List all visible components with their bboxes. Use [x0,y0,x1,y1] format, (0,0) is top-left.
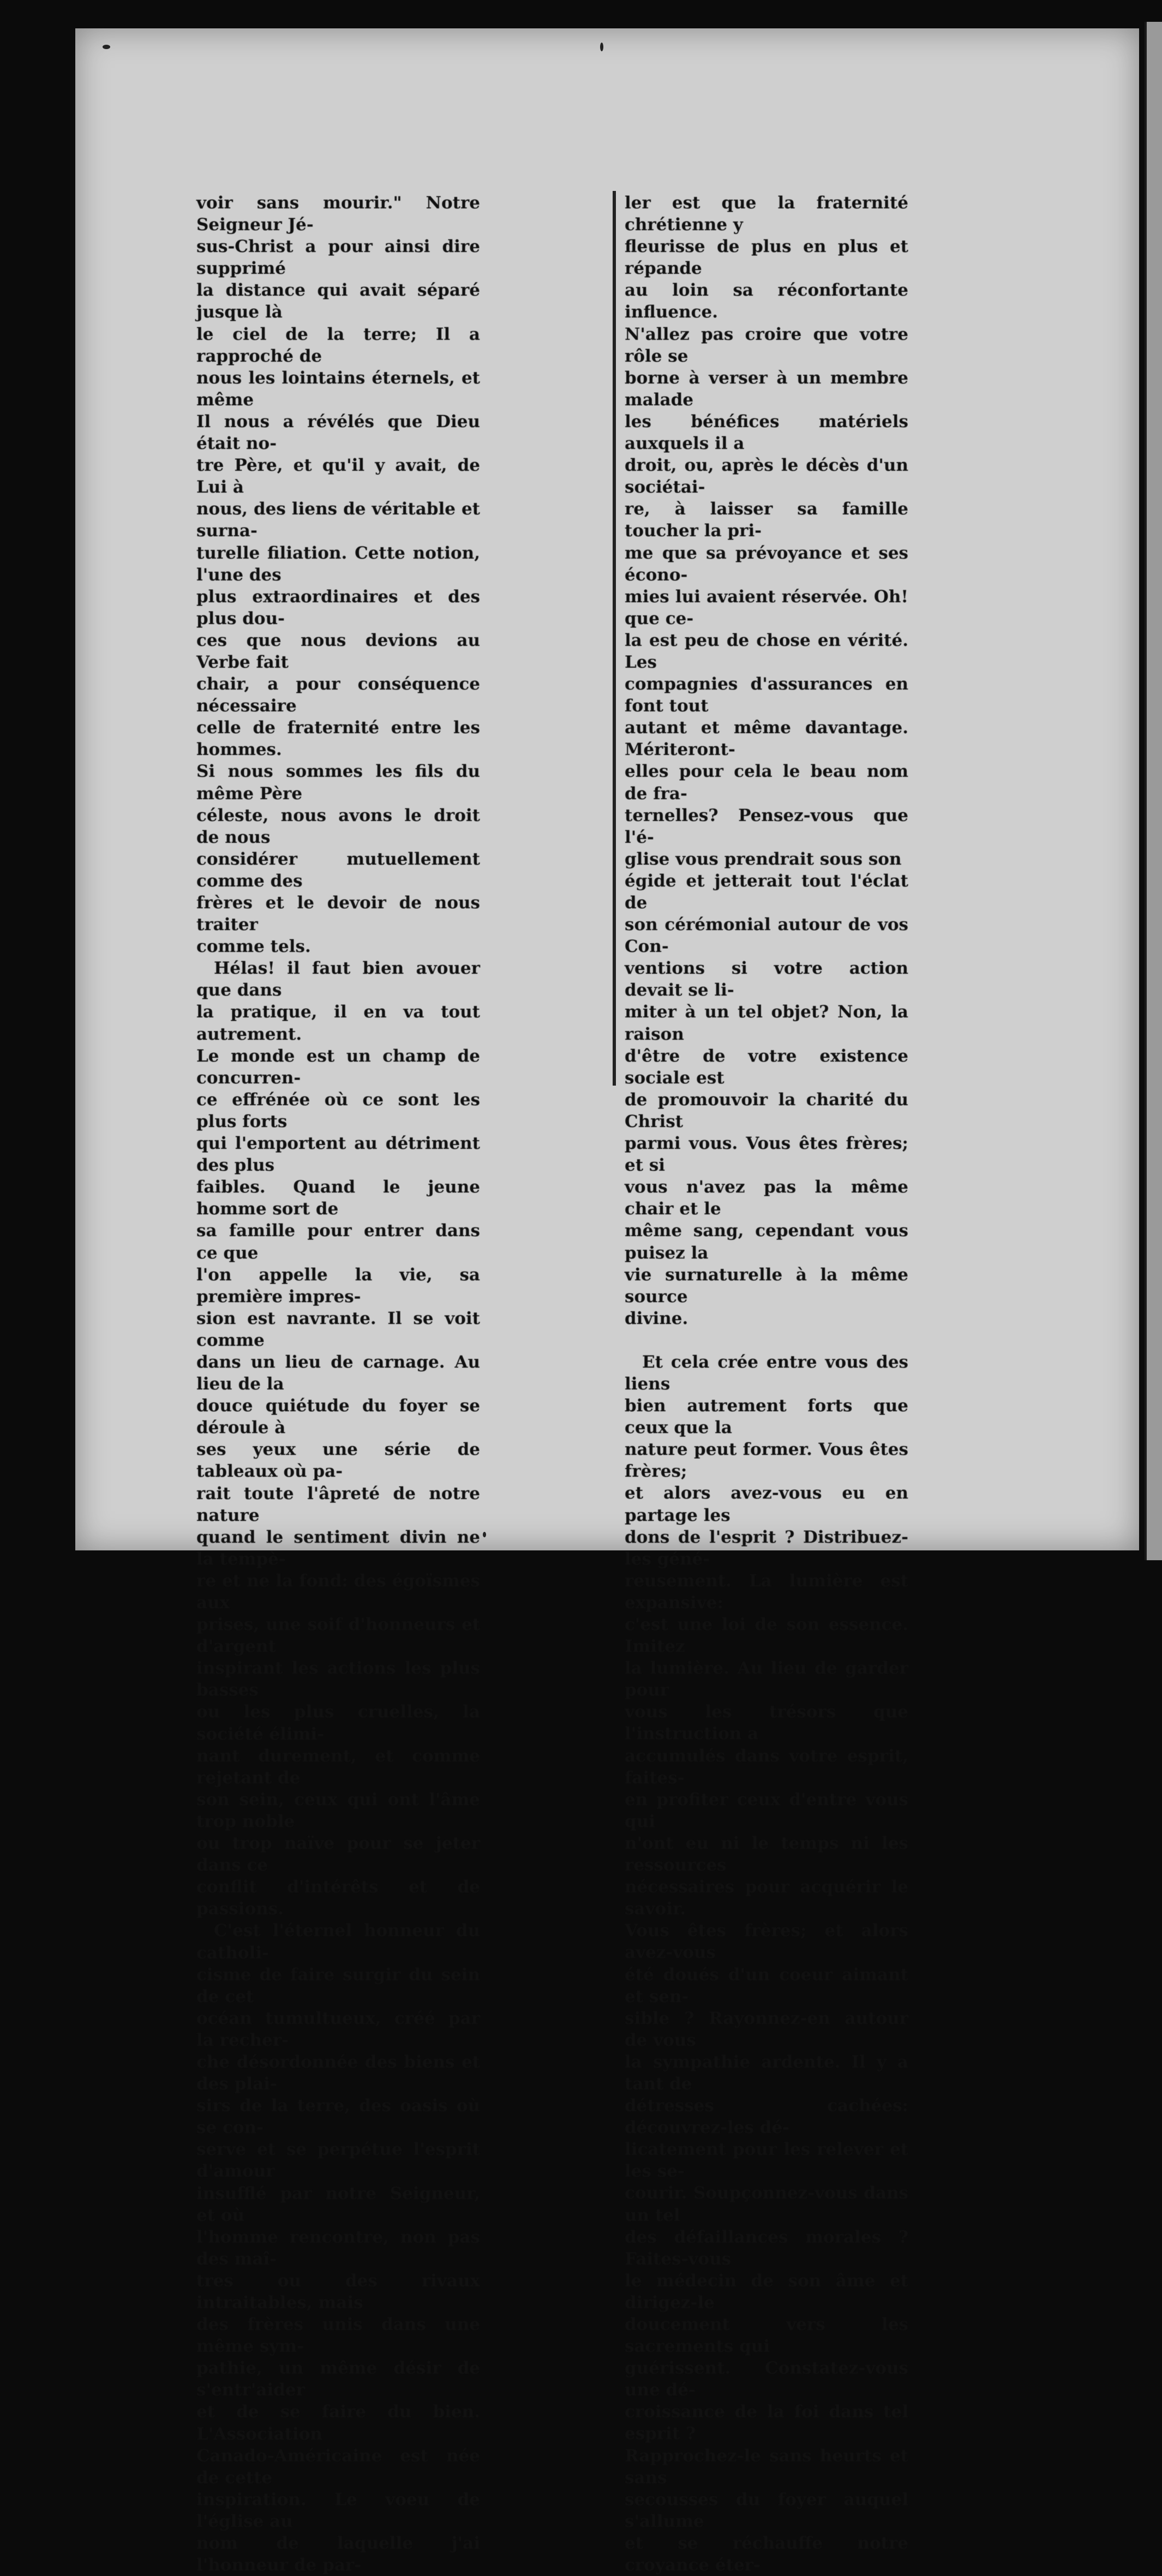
text-line: dons de l'esprit ? Distribuez-les géné- [625,1527,908,1569]
text-line: parmi vous. Vous êtes frères; et si [625,1134,908,1176]
text-line: chair, a pour conséquence nécessaire [196,674,480,716]
text-line: ternelles? Pensez-vous que l'é- [625,805,908,847]
scan-speck [103,45,110,49]
text-line: che désordonnée des biens et des plai- [196,2052,480,2094]
text-line: Si nous sommes les fils du même Père [196,762,480,804]
text-line: n'ont eu ni le temps ni les ressources [625,1833,908,1876]
text-line: nous, des liens de véritable et surna- [196,499,480,541]
text-line: Vous êtes frères; et alors avez-vous [625,1921,908,1963]
text-line: la distance qui avait séparé jusque là [196,280,480,322]
text-line: nom de laquelle j'ai l'honneur de par- [196,2533,480,2575]
text-line: licatement pour les relever et les se- [625,2140,908,2182]
text-line: nécessaires pour acquérir le savoir. [625,1877,908,1919]
text-line: courir. Soupçonnez-vous dans un tel [625,2183,908,2225]
text-line: tres ou des rivaux intraitables, mais [196,2271,480,2313]
text-line: des frères unis dans une même sym- [196,2315,480,2357]
page-edge-strip [1145,22,1162,1560]
text-line: considérer mutuellement comme des [196,849,480,891]
scan-speck [600,43,603,51]
text-line: compagnies d'assurances en font tout [625,674,908,716]
text-line: même sang, cependant vous puisez la [625,1221,908,1263]
text-line: prises, une soif d'honneurs et d'argent [196,1615,480,1657]
text-line: inspiration. Le voeu de l'église au [196,2489,480,2531]
text-line: re et ne la fond: des égoïsmes aux [196,1571,480,1613]
text-line: Hélas! il faut bien avouer que dans [196,958,480,1001]
text-line: borne à verser à un membre malade [625,368,908,410]
text-line: son sein, ceux qui ont l'âme trop noble [196,1789,480,1831]
text-line: ventions si votre action devait se li- [625,958,908,1001]
text-line: Le monde est un champ de concurren- [196,1046,480,1088]
text-line: la pratique, il en va tout autrement. [196,1002,480,1044]
text-line: le ciel de la terre; Il a rapproché de [196,324,480,366]
text-line: ou les plus cruelles, la société élimi- [196,1702,480,1744]
text-line: le médecin de son âme et dirigez-le [625,2271,908,2313]
text-line: cisme de faire surgir du sein de cet [196,1964,480,2006]
text-line: ces que nous devions au Verbe fait [196,630,480,672]
text-line: doucement vers les sacrements qui [625,2315,908,2357]
text-line: serve et se perpétue l'esprit d'amour [196,2140,480,2182]
text-line: mies lui avaient réservée. Oh! que ce- [625,586,908,628]
text-line: ce effrénée où ce sont les plus forts [196,1089,480,1131]
column-divider [613,191,616,1086]
text-line: dans un lieu de carnage. Au lieu de la [196,1352,480,1394]
text-line: glise vous prendrait sous son [625,849,902,869]
text-line: reusement. La lumière est expansive: [625,1571,908,1613]
text-line: et se réchauffe notre croyance éter- [625,2533,908,2575]
text-line: inspirant les actions les plus basses [196,1658,480,1700]
text-line: frères et le devoir de nous traiter [196,893,480,935]
text-line: elles pour cela le beau nom de fra- [625,762,908,804]
text-line: vie surnaturelle à la même source [625,1265,908,1307]
text-line: secousses du foyer auquel s'allume [625,2489,908,2531]
text-line: qui l'emportent au détriment des plus [196,1134,480,1176]
text-line: sible ? Rayonnez-en autour de vous [625,2008,908,2050]
text-line: droit, ou, après le décès d'un sociétai- [625,456,908,498]
text-line: pathie, un même désir de s'entr'aider [196,2358,480,2400]
text-line: nous les lointains éternels, et même [196,368,480,410]
text-line: insufflé par notre Seigneur, et où [196,2183,480,2225]
text-line: fleurisse de plus en plus et répande [625,237,908,279]
text-line: bien autrement forts que ceux que la [625,1396,908,1438]
text-line: comme tels. [196,937,311,957]
text-line: faibles. Quand le jeune homme sort de [196,1177,480,1219]
text-line: C'est l'éternel honneur du catholi- [196,1921,480,1963]
text-line: divine. [625,1308,688,1328]
text-line: céleste, nous avons le droit de nous [196,805,480,847]
text-line: accumulés dans votre esprit, faites- [625,1746,908,1788]
text-line: l'homme rencontre, non pas des maî- [196,2227,480,2269]
text-line: tre Père, et qu'il y avait, de Lui à [196,456,480,498]
text-line: océan tumultueux, créé par la recher- [196,2008,480,2050]
text-line: ou trop naïve pour se jeter dans ce [196,1834,480,1876]
text-line: douce quiétude du foyer se déroule à [196,1396,480,1438]
text-line: Et cela crée entre vous des liens [625,1352,908,1394]
text-line: vous n'avez pas la même chair et le [625,1177,908,1219]
paragraph-gap [625,1329,908,1351]
text-line: rait toute l'âpreté de notre nature [196,1483,480,1525]
text-line: me que sa prévoyance et ses écono- [625,543,908,585]
text-line: voir sans mourir." Notre Seigneur Jé- [196,193,480,235]
text-line: d'être de votre existence sociale est [625,1046,908,1088]
text-line: turelle filiation. Cette notion, l'une des [196,543,480,585]
scan-speck [483,1532,486,1537]
text-line: de promouvoir la charité du Christ [625,1089,908,1131]
text-line: autant et même davantage. Mériteront- [625,718,908,760]
text-line: égide et jetterait tout l'éclat de [625,871,908,913]
text-line: Il nous a révélés que Dieu était no- [196,411,480,454]
text-line: sa famille pour entrer dans ce que [196,1221,480,1263]
text-line: sus-Christ a pour ainsi dire supprimé [196,237,480,279]
text-column-right [625,192,908,2576]
text-line: Canado-Américaine est née de cette [196,2446,480,2488]
text-line: et de se faire du bien. L'Association [196,2402,480,2444]
text-line: l'on appelle la vie, sa première impres- [196,1265,480,1307]
text-line: nant durement, et comme rejetant de [196,1746,480,1788]
text-line: la lumière. Au lieu de garder pour [625,1658,908,1700]
text-line: sion est navrante. Il se voit comme [196,1308,480,1350]
text-line: guérissent. Constatez-vous une dé- [625,2358,908,2400]
text-line: miter à un tel objet? Non, la raison [625,1002,908,1044]
text-line: la est peu de chose en vérité. Les [625,630,908,672]
text-line: re, à laisser sa famille toucher la pri- [625,499,908,541]
text-line: les bénéfices matériels auxquels il a [625,411,908,454]
text-line: au loin sa réconfortante influence. [625,280,908,322]
text-line: plus extraordinaires et des plus dou- [196,586,480,628]
text-line: conflit d'intérêts et de passions. [196,1877,480,1919]
text-line: c'est une loi de son essence. Imitez [625,1615,908,1657]
text-line: détresses cachées: découvrez-les dé- [625,2096,908,2138]
text-line: en profiter ceux d'entre vous qui [625,1789,908,1831]
text-line: croissance de la foi dans tel esprit ? [625,2402,908,2444]
text-line: N'allez pas croire que votre rôle se [625,324,908,366]
text-line: sirs de la terre, des oasis où se con- [196,2096,480,2138]
text-line: vous les trésors que l'instruction a [625,1702,908,1744]
text-line: celle de fraternité entre les hommes. [196,718,480,760]
text-line: des défaillances morales ? Faites-vous [625,2227,908,2269]
text-line: Rapprochez-le sans heurts et sans [625,2446,908,2488]
text-line: ler est que la fraternité chrétienne y [625,193,908,235]
text-line: et alors avez-vous eu en partage les [625,1483,908,1525]
text-line: son cérémonial autour de vos Con- [625,915,908,957]
text-line: été doués d'un coeur aimant et sen- [625,1964,908,2006]
text-line: la sympathie ardente. Il y a tant de [625,2052,908,2094]
text-line: nature peut former. Vous êtes frères; [625,1440,908,1482]
text-line: ses yeux une série de tableaux où pa- [196,1440,480,1482]
text-column-left [196,192,480,2576]
text-line: quand le sentiment divin ne la tempè- [196,1527,480,1569]
